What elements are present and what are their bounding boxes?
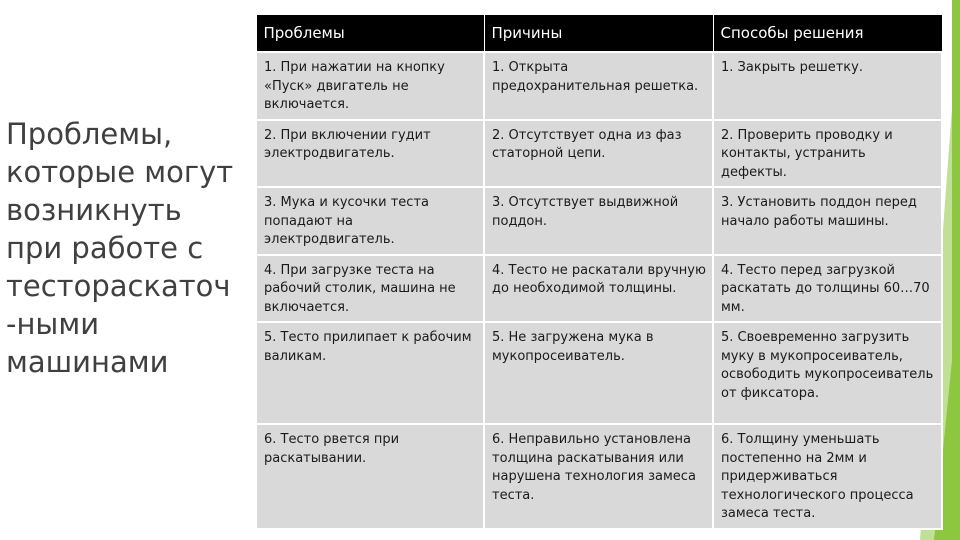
cause-cell: 6. Неправильно установлена толщина раскатывания или нарушена технология замеса теста.	[484, 424, 713, 529]
solution-cell: 5. Своевременно загрузить муку в мукопросеиватель, освободить мукопросеиватель от фиксатора.	[713, 322, 942, 424]
cause-cell: 3. Отсутствует выдвижной поддон.	[484, 187, 713, 255]
problem-cell: 2. При включении гудит электродвигатель.	[256, 120, 484, 188]
slide-title: Проблемы, которые могут возникнуть при работе с тестораскаточ -ными машинами	[6, 117, 234, 379]
problem-cell: 5. Тесто прилипает к рабочим валикам.	[256, 322, 484, 424]
cause-cell: 2. Отсутствует одна из фаз статорной цепи.	[484, 120, 713, 188]
table-row	[256, 255, 942, 323]
solution-cell: 4. Тесто перед загрузкой раскатать до толщины 60…70 мм.	[713, 255, 942, 323]
problem-cell: 1. При нажатии на кнопку «Пуск» двигатель не включается.	[256, 52, 484, 120]
table-row	[256, 52, 942, 120]
solution-cell: 3. Установить поддон перед начало работы машины.	[713, 187, 942, 255]
solution-cell: 1. Закрыть решетку.	[713, 52, 942, 120]
solution-cell: 6. Толщину уменьшать постепенно на 2мм и придерживаться технологического процесса замеса теста.	[713, 424, 942, 529]
table-row	[256, 120, 942, 188]
table-row	[256, 322, 942, 424]
solution-cell: 2. Проверить проводку и контакты, устранить дефекты.	[713, 120, 942, 188]
table-row	[256, 424, 942, 529]
table-header	[256, 15, 942, 53]
problem-cell: 6. Тесто рвется при раскатывании.	[256, 424, 484, 529]
table-row	[256, 187, 942, 255]
header-causes: Причины	[484, 15, 713, 53]
problems-table	[255, 14, 943, 530]
cause-cell: 5. Не загружена мука в мукопросеиватель.	[484, 322, 713, 424]
table-body	[256, 52, 942, 529]
problem-cell: 3. Мука и кусочки теста попадают на электродвигатель.	[256, 187, 484, 255]
header-solutions: Способы решения	[713, 15, 942, 53]
problem-cell: 4. При загрузке теста на рабочий столик, машина не включается.	[256, 255, 484, 323]
accent-bar	[952, 0, 960, 540]
header-problems: Проблемы	[256, 15, 484, 53]
cause-cell: 4. Тесто не раскатали вручную до необходимой толщины.	[484, 255, 713, 323]
header-row	[256, 15, 942, 53]
cause-cell: 1. Открыта предохранительная решетка.	[484, 52, 713, 120]
